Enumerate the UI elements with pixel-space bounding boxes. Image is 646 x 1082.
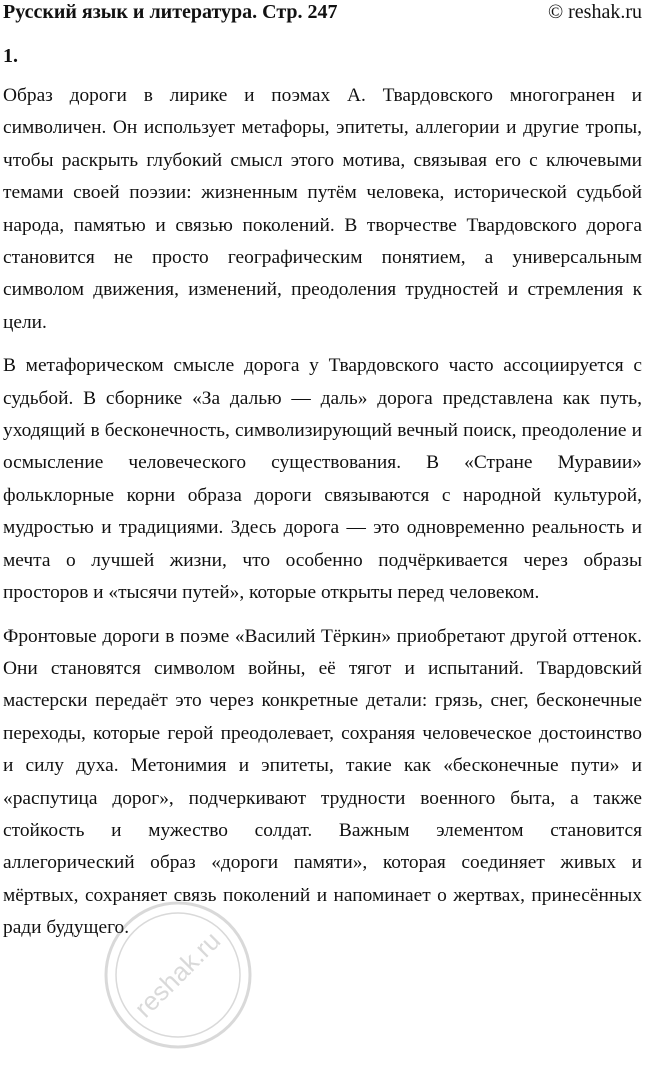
task-number: 1. (3, 45, 18, 67)
answer-text (3, 80, 642, 956)
paragraph-3: Фронтовые дороги в поэме «Василий Тёркин» приобретают другой оттенок. Они становятся символом войны, её тягот и испытаний. Твардовский мастерски передаёт это через конкретные детали: грязь, снег, бесконечные переходы, которые герой преодолевает, сохраняя человеческое достоинство и силу духа. Метонимия и эпитеты, такие как «бесконечные пути» и «распутица дорог», подчеркивают трудности военного быта, а также стойкость и мужество солдат. Важным элементом становится аллегорический образ «дороги памяти», которая соединяет живых и мёртвых, сохраняет связь поколений и напоминает о жертвах, принесённых ради будущего. (3, 625, 642, 939)
paragraph-2: В метафорическом смысле дорога у Твардовского часто ассоциируется с судьбой. В сборнике «За далью — даль» дорога представлена как путь, уходящий в бесконечность, символизирующий вечный поиск, преодоление и осмысление человеческого существования. В «Стране Муравии» фольклорные корни образа дороги связываются с народной культурой, мудростью и традициями. Здесь дорога — это одновременно реальность и мечта о лучшей жизни, что особенно подчёркивается через образы просторов и «тысячи путей», которые открыты перед человеком. (3, 355, 642, 604)
page-header (3, 0, 642, 26)
site-credit: © reshak.ru (547, 1, 642, 23)
page-title: Русский язык и литература. Стр. 247 (3, 1, 338, 23)
paragraph-1: Образ дороги в лирике и поэмах А. Твардовского многогранен и символичен. Он использует метафоры, эпитеты, аллегории и другие тропы, чтобы раскрыть глубокий смысл этого мотива, связывая его с ключевыми темами своей поэзии: жизненным путём человека, исторической судьбой народа, памятью и связью поколений. В творчестве Твардовского дорога становится не просто географическим понятием, а универсальным символом движения, изменений, преодоления трудностей и стремления к цели. (3, 85, 642, 333)
svg-text:reshak.ru: reshak.ru (128, 925, 227, 1024)
